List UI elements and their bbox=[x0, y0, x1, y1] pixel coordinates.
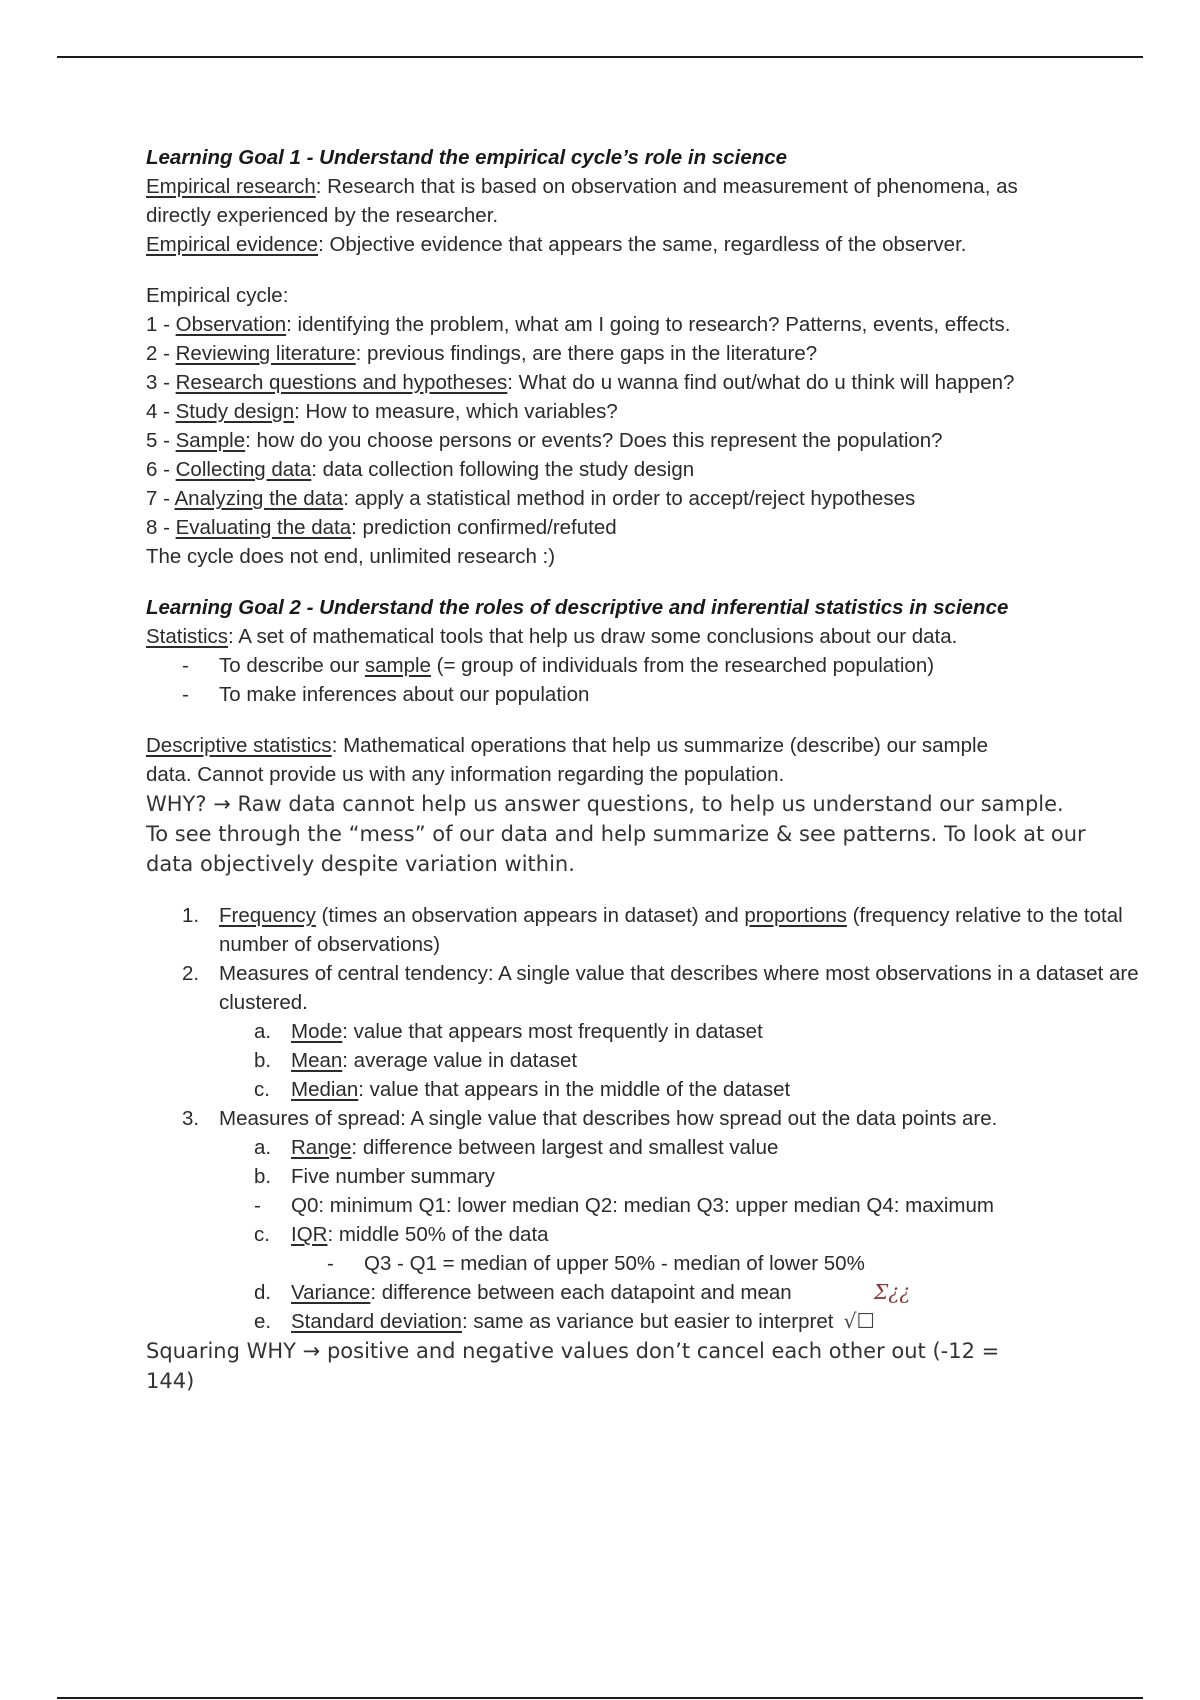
sub-item-five-number-summary: b. Five number summary bbox=[254, 1165, 495, 1188]
sub-item-mean: b. Mean: average value in dataset bbox=[254, 1049, 578, 1072]
sub-item-median: c. Median: value that appears in the middle of the dataset bbox=[254, 1078, 791, 1101]
learning-goal-1-title: Learning Goal 1 - Understand the empirical cycle’s role in science bbox=[146, 146, 788, 169]
empirical-evidence-term: Empirical evidence bbox=[146, 233, 319, 256]
header-rule bbox=[57, 56, 1143, 58]
empirical-research-definition: Empirical research: Research that is based on observation and measurement of phenomena, as bbox=[146, 175, 1018, 198]
sqrt-formula: √☐ bbox=[843, 1309, 875, 1333]
cycle-step: 4 - Study design: How to measure, which variables? bbox=[146, 400, 618, 423]
list-item: - To describe our sample (= group of individuals from the researched population) bbox=[182, 654, 935, 677]
statistics-definition: Statistics: A set of mathematical tools that help us draw some conclusions about our data. bbox=[146, 625, 958, 648]
sub-item-variance: d. Variance: difference between each datapoint and mean Σ¿¿ bbox=[146, 1278, 1146, 1307]
empirical-research-definition-cont: directly experienced by the researcher. bbox=[146, 204, 499, 227]
cycle-step: 6 - Collecting data: data collection following the study design bbox=[146, 458, 695, 481]
cycle-step: 7 - Analyzing the data: apply a statistical method in order to accept/reject hypotheses bbox=[146, 487, 916, 510]
numbered-item-central-tendency: 2. Measures of central tendency: A single value that describes where most observations in a dataset are clustered. bbox=[182, 962, 1139, 1014]
empirical-research-term: Empirical research bbox=[146, 175, 316, 198]
numbered-item-frequency: 1. Frequency (times an observation appears in dataset) and proportions (frequency relative to the total number of observations) bbox=[182, 904, 1123, 956]
sub-item-quartiles: - Q0: minimum Q1: lower median Q2: median Q3: upper median Q4: maximum bbox=[254, 1194, 994, 1217]
squaring-note: Squaring WHY → positive and negative values don’t cancel each other out (-12 = 144) bbox=[146, 1339, 1000, 1393]
footer-rule bbox=[57, 1697, 1143, 1699]
cycle-step: 8 - Evaluating the data: prediction confirmed/refuted bbox=[146, 516, 617, 539]
cycle-step: 2 - Reviewing literature: previous findings, are there gaps in the literature? bbox=[146, 342, 818, 365]
cycle-note: The cycle does not end, unlimited research :) bbox=[146, 545, 556, 568]
sub-item-standard-deviation: e. Standard deviation: same as variance but easier to interpret √☐ bbox=[146, 1307, 1146, 1336]
statistics-term: Statistics bbox=[146, 625, 229, 648]
cycle-step: 3 - Research questions and hypotheses: What do u wanna find out/what do u think will happen? bbox=[146, 371, 1015, 394]
sub-item-mode: a. Mode: value that appears most frequently in dataset bbox=[254, 1020, 763, 1043]
sub-item-iqr: c. IQR: middle 50% of the data bbox=[254, 1223, 549, 1246]
why-explanation: WHY? → Raw data cannot help us answer questions, to help us understand our sample. To see through the “mess” of our data and help summarize & see patterns. To look at our data objectively despite variation within. bbox=[146, 792, 1086, 876]
empirical-cycle-heading: Empirical cycle: bbox=[146, 284, 289, 307]
learning-goal-2-title: Learning Goal 2 - Understand the roles of descriptive and inferential statistics in science bbox=[146, 596, 1009, 619]
descriptive-statistics-definition: Descriptive statistics: Mathematical operations that help us summarize (describe) our sample bbox=[146, 734, 988, 757]
numbered-item-spread: 3. Measures of spread: A single value that describes how spread out the data points are. bbox=[182, 1107, 998, 1130]
list-item: - To make inferences about our population bbox=[182, 683, 590, 706]
document-body bbox=[146, 143, 1146, 1396]
cycle-step: 5 - Sample: how do you choose persons or events? Does this represent the population? bbox=[146, 429, 943, 452]
variance-formula: Σ¿¿ bbox=[873, 1280, 911, 1304]
empirical-cycle-steps bbox=[146, 310, 1146, 542]
descriptive-statistics-definition-cont: data. Cannot provide us with any information regarding the population. bbox=[146, 763, 785, 786]
cycle-step: 1 - Observation: identifying the problem, what am I going to research? Patterns, events, effects. bbox=[146, 313, 1011, 336]
sub-item-iqr-formula: - Q3 - Q1 = median of upper 50% - median of lower 50% bbox=[327, 1252, 865, 1275]
sub-item-range: a. Range: difference between largest and smallest value bbox=[254, 1136, 779, 1159]
descriptive-statistics-term: Descriptive statistics bbox=[146, 734, 332, 757]
empirical-evidence-definition: Empirical evidence: Objective evidence that appears the same, regardless of the observer. bbox=[146, 233, 967, 256]
